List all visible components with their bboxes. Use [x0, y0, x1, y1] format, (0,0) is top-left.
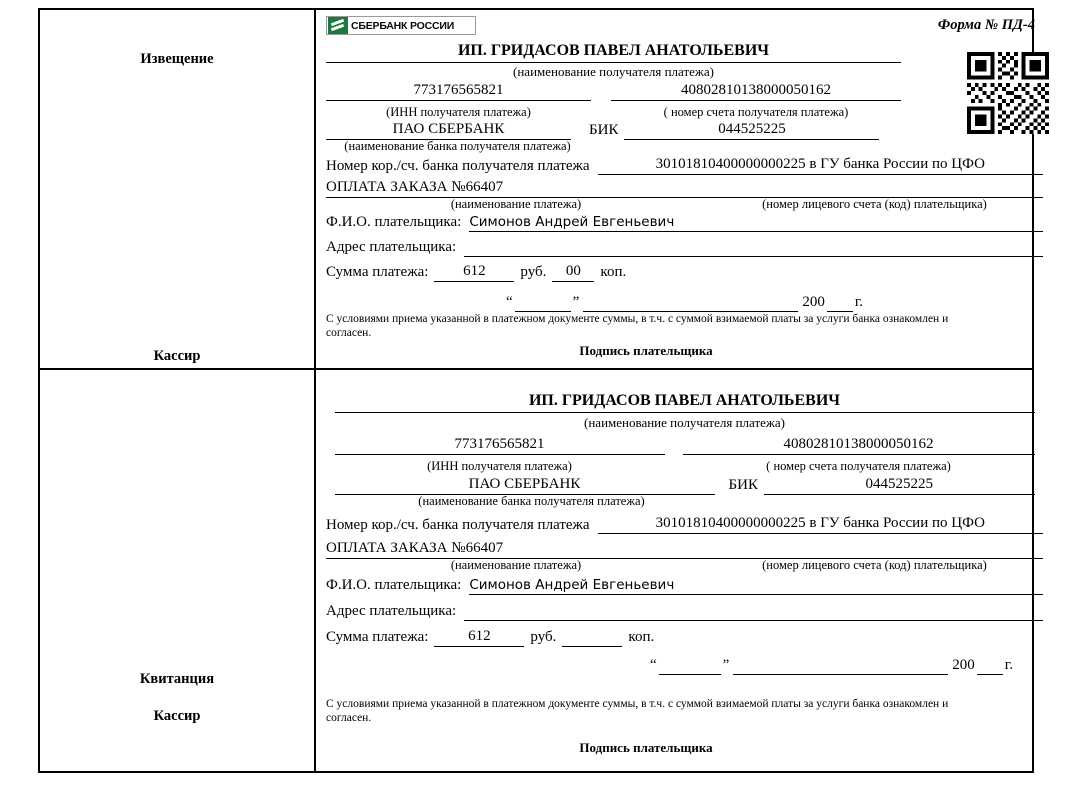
receipt-bank-name[interactable]: ПАО СБЕРБАНК: [335, 476, 715, 495]
notice-year-digits[interactable]: [827, 295, 853, 312]
notice-sum-rub[interactable]: 612: [434, 263, 514, 282]
notice-cor-value[interactable]: 30101810400000000225 в ГУ банка России по ЦФО: [598, 156, 1043, 175]
receipt-payment-purpose[interactable]: ОПЛАТА ЗАКАЗА №66407: [326, 540, 1043, 559]
notice-date-quote-open: “: [505, 293, 513, 310]
receipt-account-caption: ( номер счета получателя платежа): [766, 458, 951, 473]
receipt-payer-name[interactable]: Симонов Андрей Евгеньевич: [469, 577, 1043, 595]
form-code: Форма № ПД-4: [937, 17, 1035, 33]
notice-inn-caption: (ИНН получателя платежа): [386, 104, 531, 119]
receipt-sum-label: Сумма платежа:: [326, 628, 429, 645]
notice-purpose-caption: (наименование платежа): [450, 197, 582, 212]
receipt-recipient-name: ИП. ГРИДАСОВ ПАВЕЛ АНАТОЛЬЕВИЧ: [335, 392, 1035, 413]
notice-bik-label: БИК: [589, 122, 619, 139]
receipt-left-column: [40, 370, 316, 771]
receipt-cor-value[interactable]: 30101810400000000225 в ГУ банка России по ЦФО: [598, 515, 1043, 534]
receipt-bank-caption: (наименование банка получателя платежа): [418, 494, 645, 509]
notice-recipient-name: ИП. ГРИДАСОВ ПАВЕЛ АНАТОЛЬЕВИЧ: [326, 42, 901, 63]
sberbank-logo: [326, 16, 476, 35]
notice-year-suffix: г.: [854, 293, 864, 310]
pd4-form: [38, 8, 1034, 773]
receipt-address-label: Адрес плательщика:: [326, 602, 457, 619]
notice-right-column: [316, 10, 1053, 368]
receipt-bik-value[interactable]: 044525225: [764, 476, 1035, 495]
receipt-date-quote-open: “: [649, 656, 657, 673]
receipt-kop-word: коп.: [628, 628, 655, 645]
receipt-bik-label: БИК: [728, 477, 758, 494]
receipt-sum-rub[interactable]: 612: [434, 628, 524, 647]
receipt-date-quote-close: ”: [722, 656, 730, 673]
notice-rub-word: руб.: [520, 263, 547, 280]
receipt-date-month[interactable]: [733, 658, 948, 675]
notice-left-column: [40, 10, 316, 368]
notice-terms-text: С условиями приема указанной в платежном документе суммы, в т.ч. с суммой взимаемой платы за услуги банка ознакомлен и согласен.: [326, 312, 949, 340]
receipt-payer-label: Ф.И.О. плательщика:: [326, 576, 462, 593]
receipt-year-suffix: г.: [1004, 656, 1013, 673]
notice-payment-purpose[interactable]: ОПЛАТА ЗАКАЗА №66407: [326, 179, 1043, 198]
notice-section: [40, 10, 1035, 370]
qr-code-icon: [967, 52, 1049, 134]
notice-date-day[interactable]: [515, 295, 571, 312]
notice-header-row: [326, 16, 1043, 38]
notice-personal-account-caption: (номер лицевого счета (код) плательщика): [762, 197, 987, 212]
receipt-right-column: [316, 370, 1053, 771]
notice-recipient-caption: (наименование получателя платежа): [513, 64, 714, 79]
receipt-personal-account-caption: (номер лицевого счета (код) плательщика): [762, 558, 987, 573]
notice-inn-value[interactable]: 773176565821: [326, 82, 591, 101]
receipt-rub-word: руб.: [530, 628, 557, 645]
notice-sum-kop[interactable]: 00: [552, 263, 594, 282]
cashier-label-top: Кассир: [153, 348, 201, 364]
notice-payer-name[interactable]: Симонов Андрей Евгеньевич: [469, 214, 1043, 232]
notice-address-value[interactable]: [464, 238, 1043, 257]
receipt-address-value[interactable]: [464, 602, 1043, 621]
receipt-year-digits[interactable]: [977, 658, 1003, 675]
receipt-purpose-caption: (наименование платежа): [450, 558, 582, 573]
cashier-label-bottom: Кассир: [153, 708, 201, 724]
notice-label: Извещение: [140, 51, 214, 67]
receipt-sum-kop[interactable]: [562, 645, 622, 647]
notice-kop-word: коп.: [600, 263, 627, 280]
notice-bank-caption: (наименование банка получателя платежа): [344, 139, 571, 154]
notice-cor-label: Номер кор./сч. банка получателя платежа: [326, 158, 590, 175]
sberbank-logo-text: СБЕРБАНК РОССИИ: [351, 19, 455, 32]
notice-signature-label: Подпись плательщика: [579, 342, 713, 358]
receipt-inn-value[interactable]: 773176565821: [335, 436, 665, 455]
receipt-signature-label: Подпись плательщика: [579, 739, 713, 755]
receipt-section: [40, 370, 1032, 771]
receipt-label: Квитанция: [139, 671, 215, 687]
receipt-year-prefix: 200: [952, 656, 975, 673]
notice-date-month[interactable]: [583, 295, 798, 312]
receipt-inn-caption: (ИНН получателя платежа): [427, 458, 572, 473]
receipt-terms-text: С условиями приема указанной в платежном документе суммы, в т.ч. с суммой взимаемой платы за услуги банка ознакомлен и согласен.: [326, 697, 949, 725]
notice-address-label: Адрес плательщика:: [326, 238, 457, 255]
notice-year-prefix: 200: [802, 293, 825, 310]
notice-date-quote-close: ”: [572, 293, 580, 310]
sberbank-mark-icon: [328, 17, 348, 34]
receipt-date-day[interactable]: [659, 658, 721, 675]
receipt-account-value[interactable]: 40802810138000050162: [683, 436, 1035, 455]
notice-sum-label: Сумма платежа:: [326, 263, 429, 280]
receipt-cor-label: Номер кор./сч. банка получателя платежа: [326, 517, 590, 534]
notice-account-caption: ( номер счета получателя платежа): [663, 104, 849, 119]
receipt-recipient-caption: (наименование получателя платежа): [584, 415, 785, 430]
notice-bank-name[interactable]: ПАО СБЕРБАНК: [326, 121, 571, 140]
notice-payer-label: Ф.И.О. плательщика:: [326, 213, 462, 230]
notice-bik-value[interactable]: 044525225: [624, 121, 879, 140]
notice-account-value[interactable]: 40802810138000050162: [611, 82, 901, 101]
